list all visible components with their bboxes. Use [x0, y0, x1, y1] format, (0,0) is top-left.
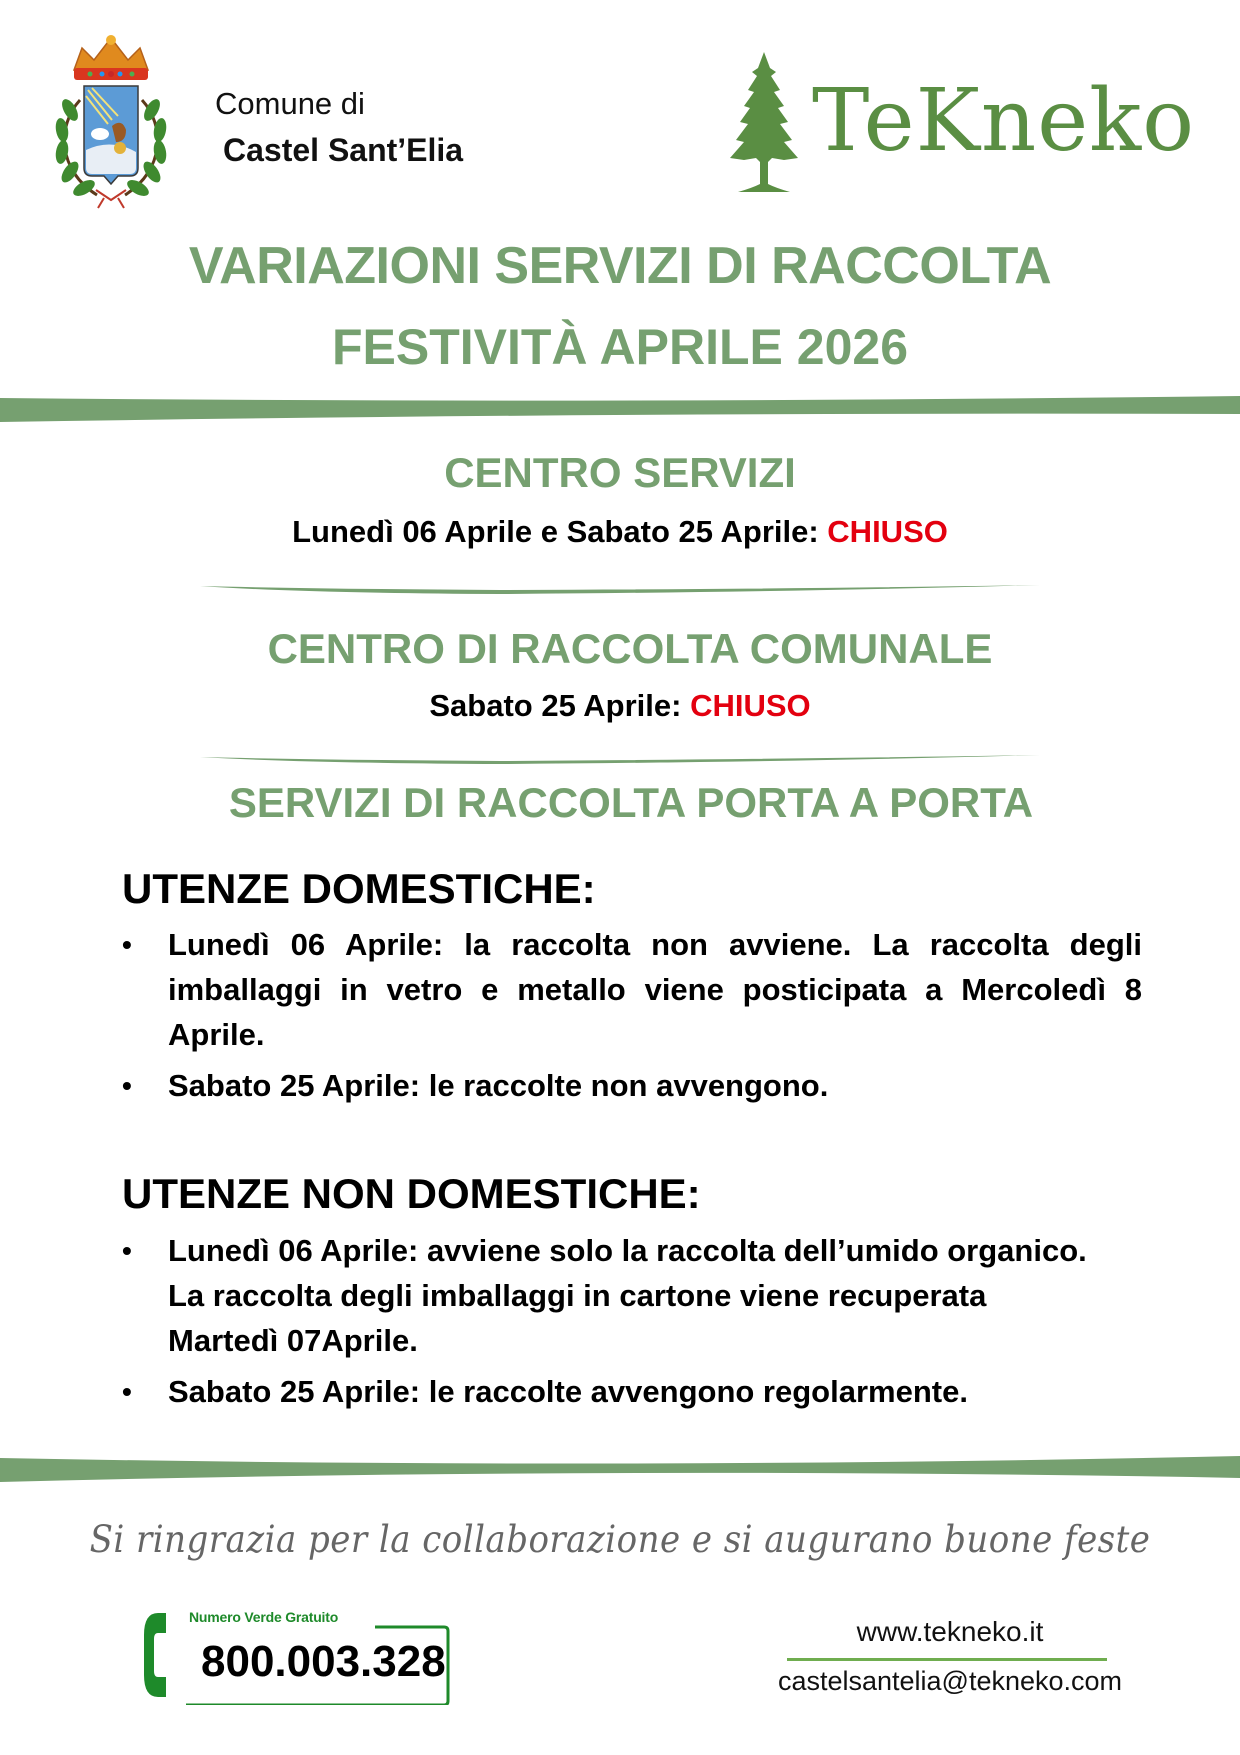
website-link[interactable]: www.tekneko.it: [856, 1616, 1044, 1647]
contact-divider: [787, 1658, 1107, 1661]
section-divider: [200, 752, 1040, 770]
section-title-centro-raccolta: CENTRO DI RACCOLTA COMUNALE: [267, 625, 993, 672]
pine-tree-icon: [728, 50, 800, 195]
bottom-divider-band: [0, 1456, 1240, 1486]
centro-servizi-dates: Lunedì 06 Aprile e Sabato 25 Aprile:: [292, 514, 828, 549]
utenze-non-domestiche-heading: UTENZE NON DOMESTICHE:: [122, 1170, 701, 1217]
coat-of-arms-icon: [52, 30, 170, 210]
utenze-domestiche-heading: UTENZE DOMESTICHE:: [122, 865, 596, 912]
email-link[interactable]: castelsantelia@tekneko.com: [777, 1666, 1123, 1696]
toll-free-label: Numero Verde Gratuito: [189, 1609, 339, 1625]
comune-name: Castel Sant’Elia: [223, 132, 464, 168]
list-item: • Lunedì 06 Aprile: la raccolta non avviene. La raccolta degli imballaggi in vetro e metallo viene posticipata a Mercoledì 8 Aprile.: [122, 922, 1142, 1057]
page-subtitle: FESTIVITÀ APRILE 2026: [331, 319, 909, 375]
centro-raccolta-schedule: [0, 690, 1240, 721]
closing-message: Si ringrazia per la collaborazione e si augurano buone feste: [89, 1518, 1151, 1561]
centro-servizi-schedule: [0, 516, 1240, 547]
section-title-porta-a-porta: SERVIZI DI RACCOLTA PORTA A PORTA: [228, 779, 1034, 826]
comune-label: Comune di: [215, 86, 365, 121]
page-title: VARIAZIONI SERVIZI DI RACCOLTA: [188, 237, 1052, 295]
list-item: • Sabato 25 Aprile: le raccolte avvengono regolarmente.: [122, 1369, 1142, 1414]
utenze-non-domestiche-list: [122, 1228, 1142, 1420]
brand-logo: TeKneko: [812, 71, 1195, 171]
telephone-handset-icon: [144, 1613, 166, 1697]
centro-raccolta-dates: Sabato 25 Aprile:: [429, 688, 691, 723]
status-badge-closed: CHIUSO: [690, 688, 811, 723]
list-item: • Lunedì 06 Aprile: avviene solo la raccolta dell’umido organico. La raccolta degli imballaggi in cartone viene recuperata Martedì 07Aprile.: [122, 1228, 1142, 1363]
section-divider: [200, 582, 1040, 600]
toll-free-number[interactable]: 800.003.328: [201, 1637, 446, 1686]
top-divider-band: [0, 394, 1240, 424]
utenze-domestiche-list: [122, 922, 1142, 1114]
list-item: • Sabato 25 Aprile: le raccolte non avvengono.: [122, 1063, 1142, 1108]
section-title-centro-servizi: CENTRO SERVIZI: [444, 449, 796, 496]
status-badge-closed: CHIUSO: [827, 514, 948, 549]
